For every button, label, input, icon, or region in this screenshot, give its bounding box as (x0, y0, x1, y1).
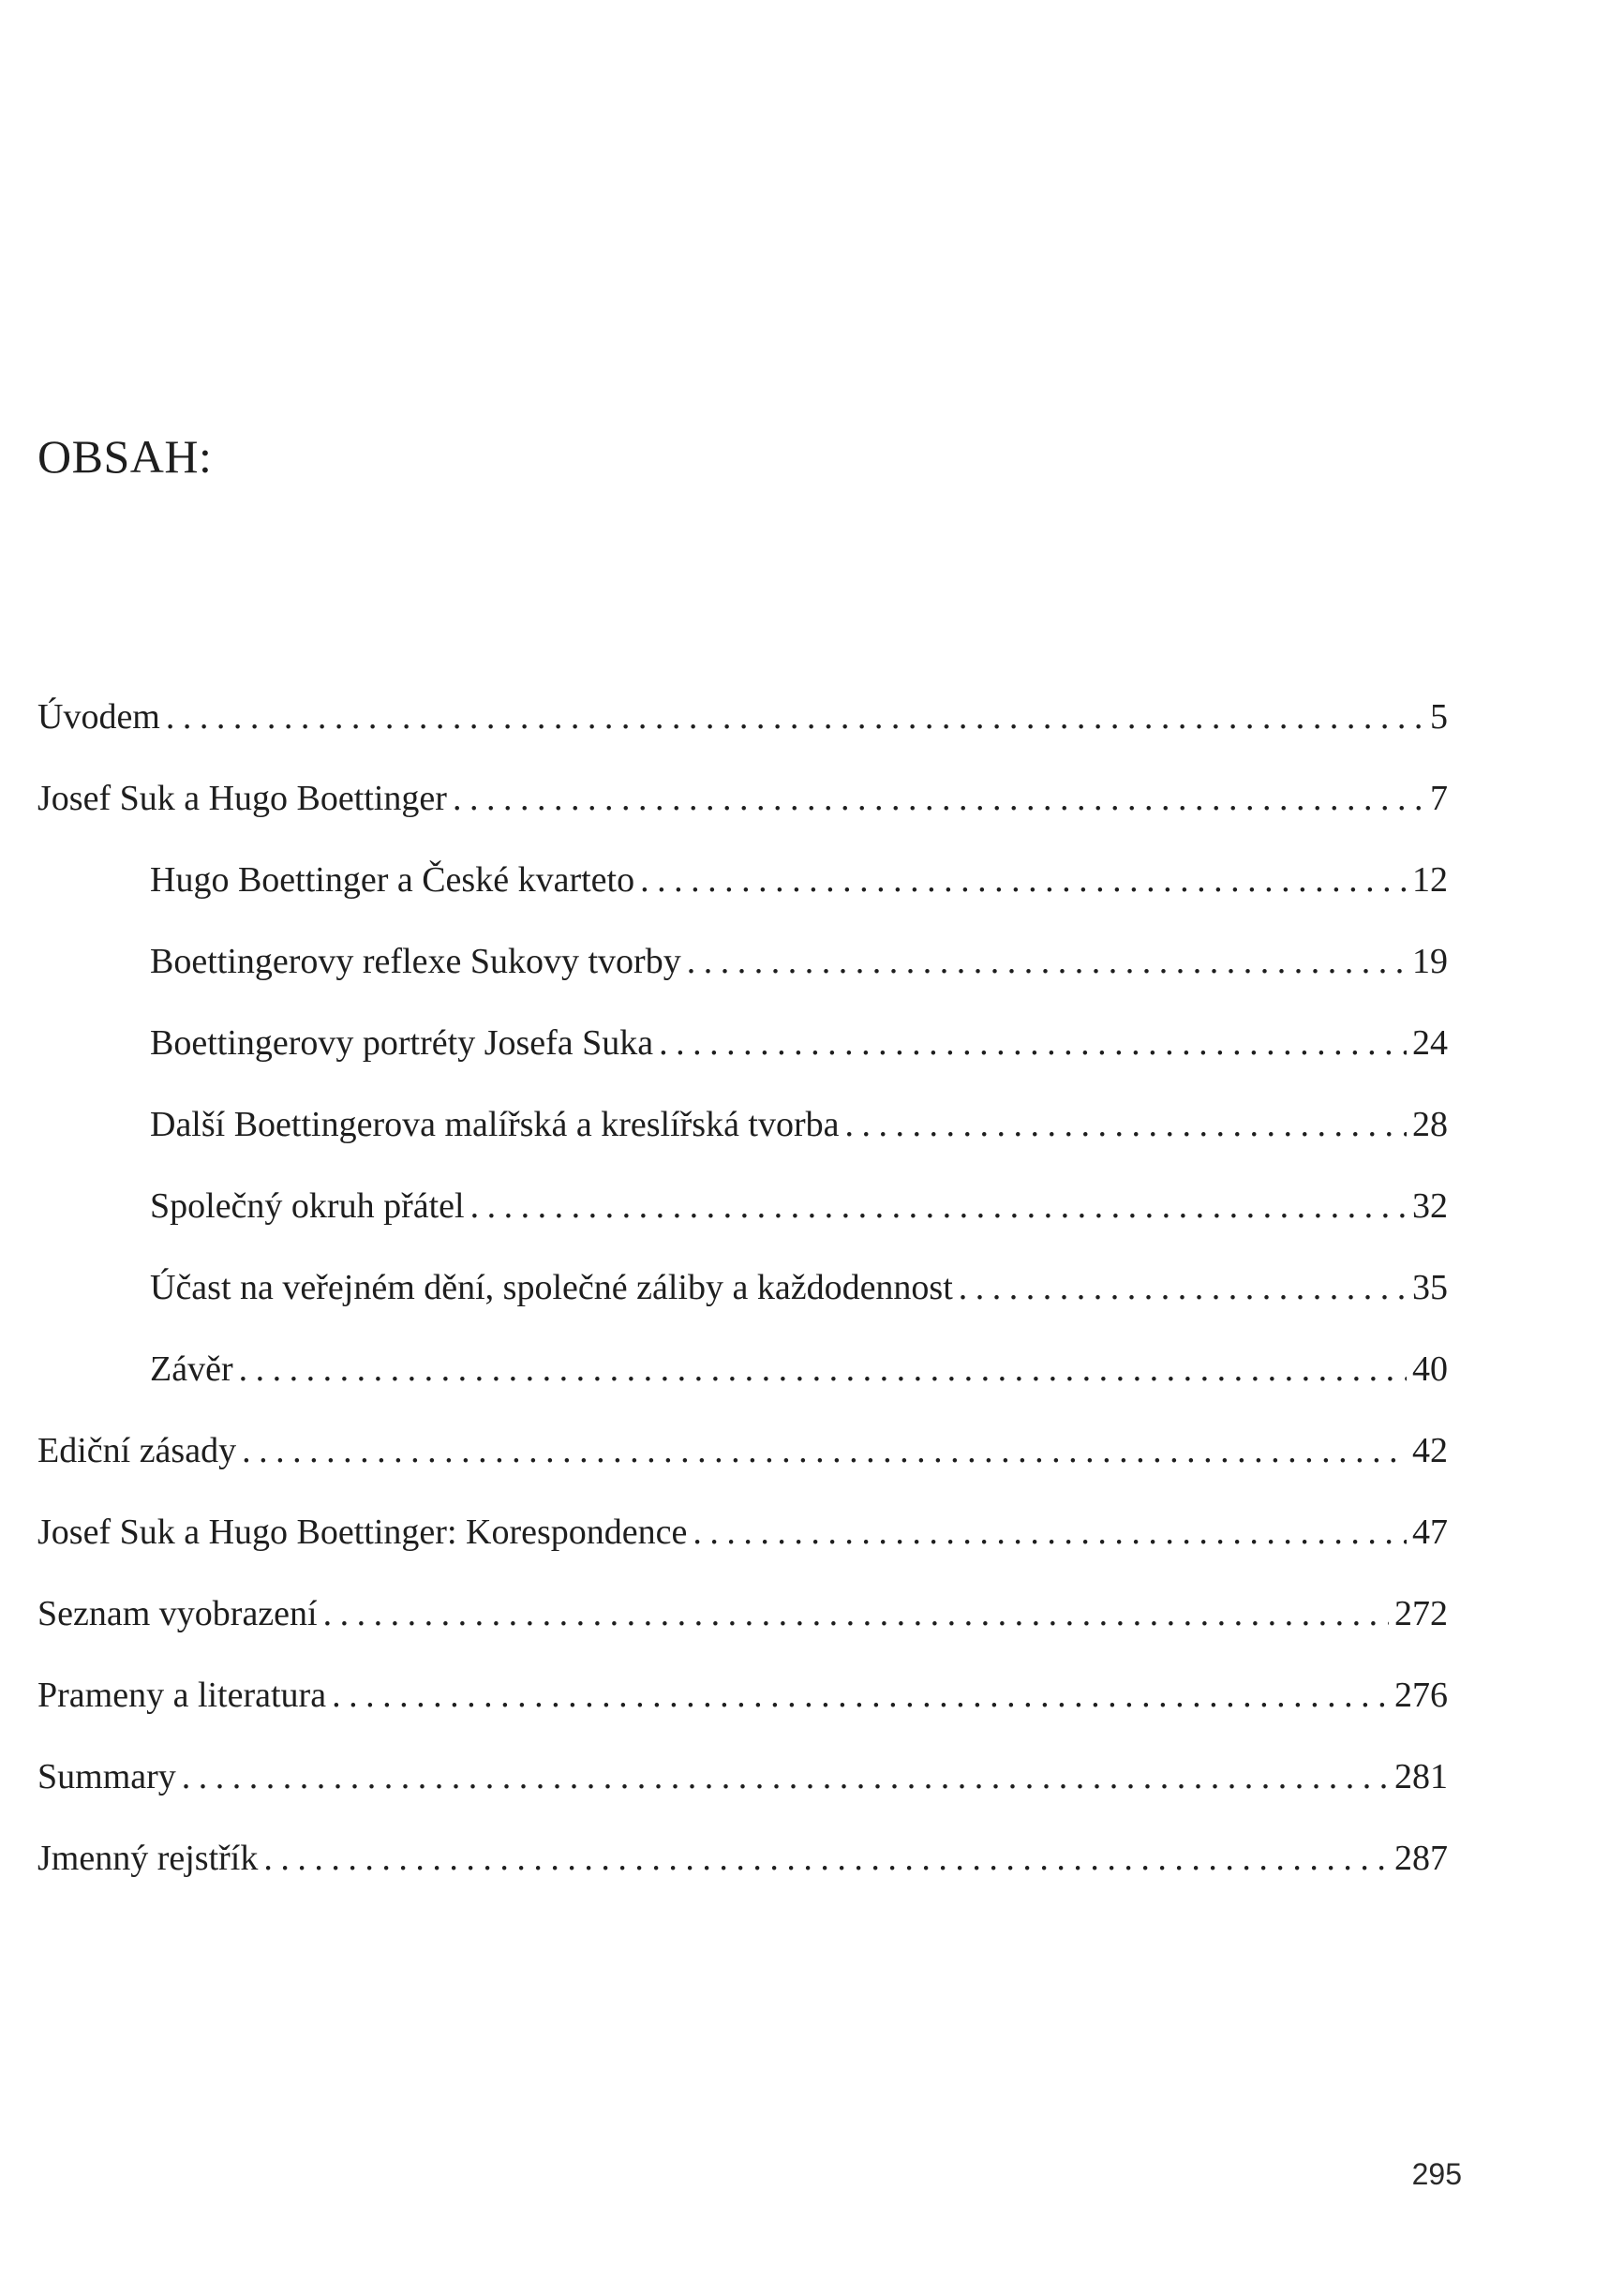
dot-leader (659, 1025, 1407, 1061)
toc-entry-page: 24 (1412, 1023, 1448, 1063)
toc-entry-page: 5 (1430, 697, 1448, 737)
toc-subentry (37, 1025, 1448, 1107)
toc-entry-label: Účast na veřejném dění, společné záliby a každodennost (150, 1268, 953, 1307)
toc-entry (37, 699, 1448, 781)
toc-entry-page: 28 (1412, 1105, 1448, 1144)
toc-entry-page: 287 (1394, 1839, 1448, 1878)
toc-subentry (37, 1270, 1448, 1351)
toc-entry (37, 1514, 1448, 1596)
toc-entry-label: Další Boettingerova malířská a kreslířská tvorba (150, 1105, 840, 1144)
toc-entry-label: Společný okruh přátel (150, 1186, 465, 1226)
dot-leader (323, 1596, 1389, 1632)
toc-entry (37, 781, 1448, 862)
dot-leader (242, 1433, 1407, 1468)
dot-leader (470, 1188, 1407, 1224)
toc-entry-label: Josef Suk a Hugo Boettinger: Korespondence (37, 1513, 688, 1552)
toc-entry (37, 1596, 1448, 1677)
toc-entry-label: Úvodem (37, 697, 160, 737)
dot-leader (959, 1270, 1407, 1305)
toc-entry-page: 7 (1430, 779, 1448, 818)
dot-leader (640, 862, 1407, 898)
toc-entry-label: Prameny a literatura (37, 1676, 327, 1715)
toc-entry-label: Boettingerovy portréty Josefa Suka (150, 1023, 654, 1063)
dot-leader (239, 1351, 1407, 1387)
toc-entry-label: Závěr (150, 1349, 233, 1389)
dot-leader (845, 1107, 1407, 1142)
toc-entry (37, 1677, 1448, 1759)
dot-leader (693, 1514, 1407, 1550)
toc-entry-page: 47 (1412, 1513, 1448, 1552)
dot-leader (263, 1840, 1389, 1876)
toc-entry-page: 281 (1394, 1757, 1448, 1796)
toc-subentry (37, 1107, 1448, 1188)
toc-entry-label: Jmenný rejstřík (37, 1839, 259, 1878)
toc-entry-page: 42 (1412, 1431, 1448, 1470)
dot-leader (182, 1759, 1389, 1795)
toc-entry-page: 40 (1412, 1349, 1448, 1389)
dot-leader (166, 699, 1424, 735)
page-title: OBSAH: (37, 430, 213, 483)
toc-entry-page: 19 (1412, 942, 1448, 981)
toc-entry (37, 1433, 1448, 1514)
toc-entry-label: Josef Suk a Hugo Boettinger (37, 779, 447, 818)
toc-entry-label: Hugo Boettinger a České kvarteto (150, 860, 635, 900)
dot-leader (332, 1677, 1389, 1713)
toc-entry-page: 276 (1394, 1676, 1448, 1715)
toc-entry (37, 1840, 1448, 1922)
dot-leader (453, 781, 1424, 816)
table-of-contents (37, 699, 1448, 1922)
toc-entry-page: 272 (1394, 1594, 1448, 1633)
toc-entry-page: 32 (1412, 1186, 1448, 1226)
toc-entry (37, 1759, 1448, 1840)
toc-subentry (37, 1351, 1448, 1433)
toc-entry-page: 35 (1412, 1268, 1448, 1307)
toc-subentry (37, 1188, 1448, 1270)
toc-entry-page: 12 (1412, 860, 1448, 900)
toc-subentry (37, 944, 1448, 1025)
toc-subentry (37, 862, 1448, 944)
toc-entry-label: Seznam vyobrazení (37, 1594, 318, 1633)
page-number: 295 (1411, 2157, 1462, 2191)
dot-leader (687, 944, 1407, 979)
toc-entry-label: Boettingerovy reflexe Sukovy tvorby (150, 942, 681, 981)
toc-entry-label: Summary (37, 1757, 176, 1796)
toc-entry-label: Ediční zásady (37, 1431, 237, 1470)
